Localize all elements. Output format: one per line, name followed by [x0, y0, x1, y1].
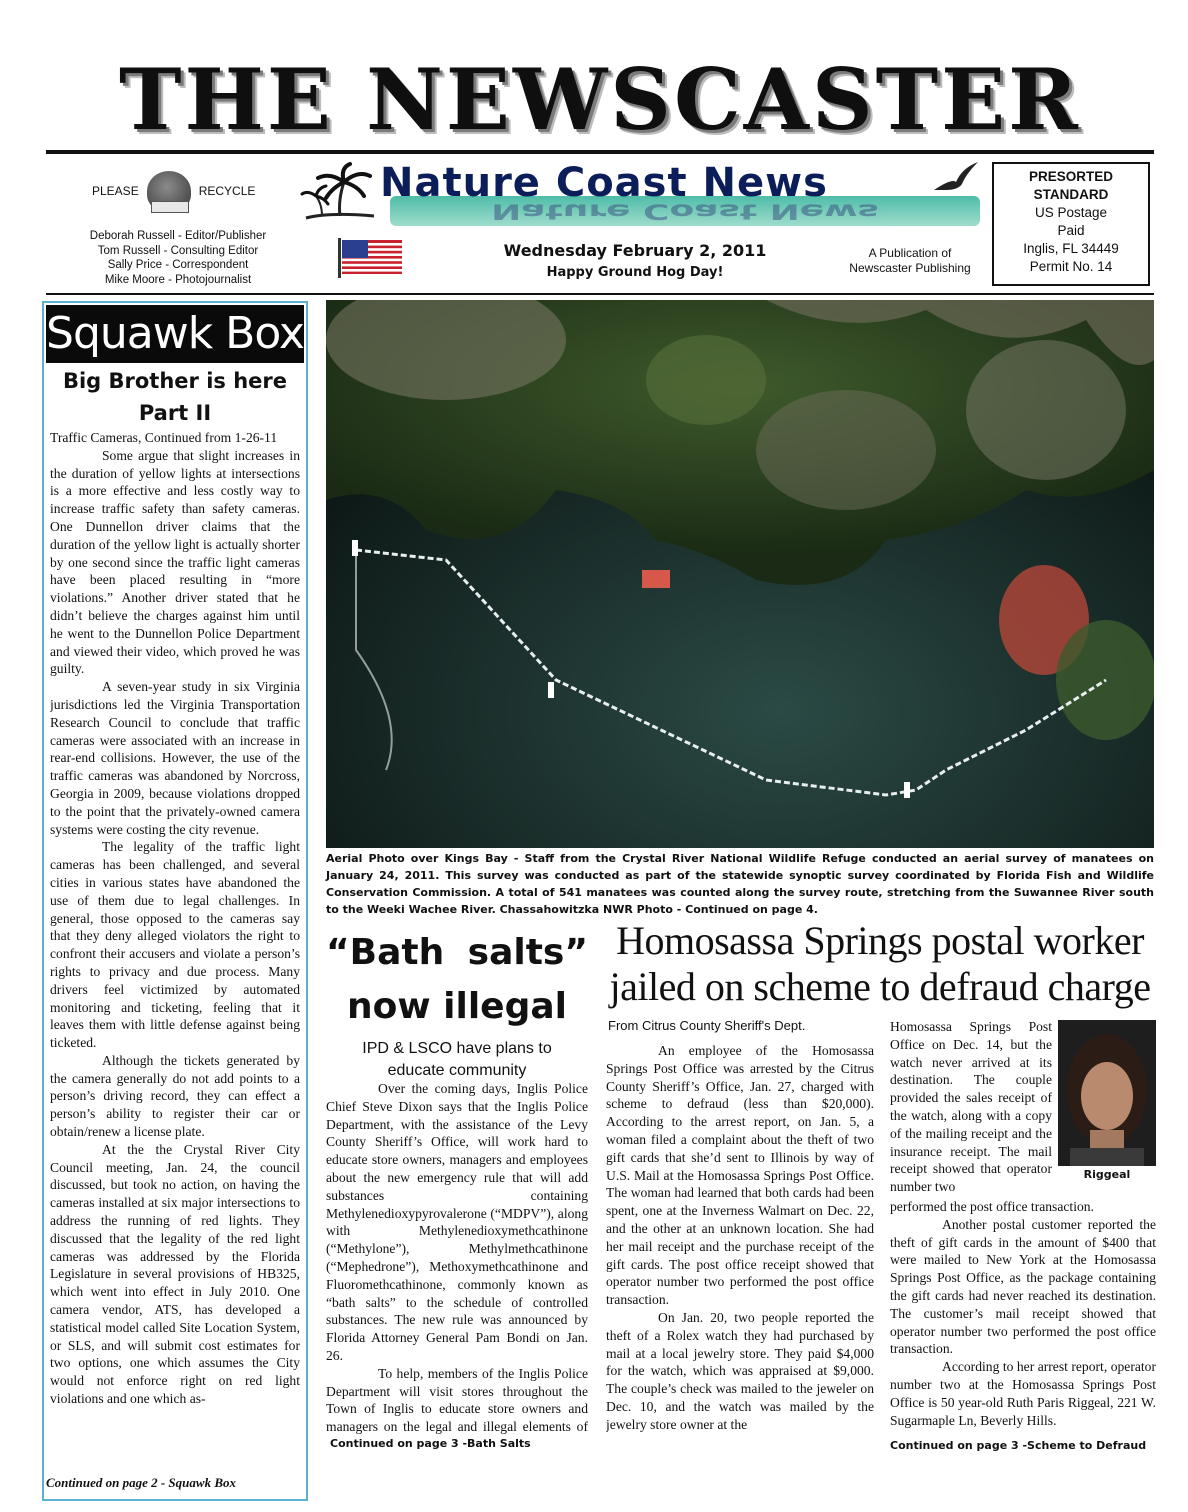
masthead-title: THE NEWSCASTER — [119, 50, 1081, 149]
postal-paragraph: Homosassa Springs Post Office on Dec. 14, but the watch never arrived at its destination. The couple provided the sales receipt of the watch, along with a copy of the mailing receipt and the insurance receipt. The mail receipt showed that operator number two — [890, 1019, 1052, 1195]
recycle-please: PLEASE — [92, 184, 139, 198]
staff-consulting-editor: Tom Russell - Consulting Editor — [97, 244, 259, 257]
publication-line1: A Publication of — [868, 246, 952, 260]
riggeal-mugshot — [1058, 1020, 1156, 1166]
squawk-paragraph: A seven-year study in six Virginia jurisdictions led the Virginia Transportation Research Council to conclude that traffic cameras were associated with an increase in rear-end collisions. However, the use of the traffic cameras was abandoned by Norcross, Georgia in 2009, because violations dropped to the point that the privately-owned camera systems were costing the city revenue. — [50, 679, 300, 837]
squawk-headline-line2: Part II — [138, 401, 212, 425]
bath-headline-line2: now illegal — [347, 986, 567, 1027]
photo-caption: Aerial Photo over Kings Bay - Staff from the Crystal River National Wildlife Refuge conducted an aerial survey of manatees on January 24, 2011. This survey was conducted as part of the statewide synoptic survey coordinated by Florida Fish and Wildlife Conservation Commission. A total of 541 manatees was counted along the survey route, stretching from the Suwannee River south to the Weeki Wachee River. Chassahowitzka NWR Photo - Continued on page 4. — [326, 852, 1154, 916]
staff-correspondent: Sally Price - Correspondent — [107, 259, 249, 271]
recycle-notice — [92, 170, 272, 212]
logo-reflection-text: Nature Coast News — [491, 199, 879, 224]
header-rule — [46, 293, 1154, 295]
masthead-rule — [46, 150, 1154, 154]
bath-salts-body — [326, 1080, 588, 1434]
postal-headline: Homosassa Springs postal worker jailed on scheme to defraud charge — [609, 918, 1151, 1009]
squawk-continued-from: Traffic Cameras, Continued from 1-26-11 — [50, 430, 278, 445]
dog-with-newspaper-icon — [147, 171, 191, 211]
bath-deck-line1: IPD & LSCO have plans to — [362, 1040, 552, 1057]
postage-indicia — [992, 162, 1150, 286]
postal-byline: From Citrus County Sheriff's Dept. — [608, 1018, 806, 1033]
american-flag-icon — [338, 238, 404, 278]
postal-continued-link[interactable]: Continued on page 3 -Scheme to Defraud — [890, 1439, 1147, 1452]
mugshot-portrait-icon — [1058, 1020, 1156, 1166]
postage-paid: Paid — [1057, 223, 1085, 238]
postal-column-1 — [606, 1042, 874, 1456]
bath-salts-deck — [326, 1038, 588, 1082]
recycle-word: RECYCLE — [198, 184, 256, 198]
postal-column-2-top — [890, 1018, 1052, 1198]
bath-paragraph: To help, members of the Inglis Police Department will visit stores throughout the Town of Inglis to educate store owners and managers on the legal and illegal elements of — [326, 1365, 588, 1434]
aerial-photo-kings-bay — [326, 300, 1154, 848]
bath-continued-link[interactable]: Continued on page 3 -Bath Salts — [330, 1437, 531, 1450]
bath-headline-word1: “Bath — [326, 932, 445, 973]
bath-salts-headline — [326, 926, 588, 1034]
logo-text: Nature Coast News — [380, 160, 828, 206]
staff-photojournalist: Mike Moore - Photojournalist — [104, 273, 252, 286]
postal-column-2-bottom — [890, 1198, 1156, 1438]
nature-coast-news-logo — [300, 160, 980, 230]
staff-list — [58, 229, 298, 287]
squawk-paragraph: The legality of the traffic light cameras has been challenged, and several cities in various states have abandoned the use of them due to legal challenges. In general, those opposed to the cameras say that they deny alleged violators the right to confront their accusers and violate a person’s rights to privacy and due process. Many drivers feel victimized by automated monitoring and ticketing, feeling that it leaves them with little defense against being ticketed. — [50, 839, 300, 1051]
squawk-paragraph: Some argue that slight increases in the duration of yellow lights at intersections is a more effective and less costly way to increase traffic safety than safety cameras. One Dunnellon driver claims that the duration of the yellow light is actually shorter by one second since the traffic light cameras have been placed resulting in “more violations.” Another driver stated that he didn’t believe the charges against him until he went to the Dunnellon Police Department and viewed their video, which proved he was guilty. — [50, 447, 300, 677]
postal-paragraph: An employee of the Homosassa Springs Post Office was arrested by the Citrus County Sheriff’s Office, Jan. 27, charged with scheme to defraud (less than $20,000). According to the arrest report, on Jan. 5, a woman filed a complaint about the theft of two gift cards that she’d sent to Illinois by way of U.S. Mail at the Homosassa Springs Post Office. The woman had learned that both cards had been spent, one at the Inverness Walmart on Dec. 22, and the other at an unknown location. She had her mail receipt and the purchase receipt of the gift cards. The post office receipt showed that operator number two performed the post office transaction. — [606, 1043, 874, 1308]
palm-tree-icon — [300, 160, 376, 220]
postage-standard: STANDARD — [1033, 187, 1109, 202]
squawk-box-column — [42, 301, 308, 1501]
postal-paragraph: Another postal customer reported the theft of gift cards in the amount of $400 that were mailed to New York at the Homosassa Springs Post Office, as the package containing the gift cards had never reached its destination. The customer’s mail receipt showed that operator number two performed the post office transaction. — [890, 1216, 1156, 1357]
postal-paragraph: On Jan. 20, two people reported the theft of a Rolex watch they had purchased by mail at a local jewelry store. They paid $4,000 for the watch, which was appraised at $9,000. The couple’s check was mailed to the jeweler on Dec. 10, and the watch was mailed by the jewelry store owner at the — [606, 1309, 874, 1432]
postage-permit: Permit No. 14 — [1029, 259, 1113, 274]
squawk-paragraph: Although the tickets generated by the camera generally do not add points to a person’s driving record, they can effect a person’s ability to register their car or obtain/renew a license plate. — [50, 1052, 300, 1140]
publication-line2: Newscaster Publishing — [849, 261, 971, 275]
squawk-paragraph: At the the Crystal River City Council meeting, Jan. 24, the council discussed, but took no action, on having the cameras installed at six major intersections to address the running of red lights. They discussed that the legality of the red light cameras was addressed by the Florida Legislature in several provisions of HB325, which went into effect in July 2010. One camera vendor, ATS, has developed a statistical model called Site Location System, or SLS, and will submit cost estimates for two options, one which assumes the City would not enforce right on red light violations and one which as- — [50, 1141, 300, 1407]
dateline — [490, 240, 780, 284]
squawk-headline-line1: Big Brother is here — [62, 369, 288, 393]
postal-paragraph: performed the post office transaction. — [890, 1199, 1094, 1214]
publication-note — [840, 246, 980, 276]
squawk-article-body — [50, 429, 300, 1474]
issue-date: Wednesday February 2, 2011 — [503, 241, 767, 260]
mugshot-caption: Riggeal — [1083, 1168, 1131, 1181]
postage-presorted: PRESORTED — [1028, 169, 1113, 184]
issue-greeting: Happy Ground Hog Day! — [546, 265, 724, 280]
postage-us: US Postage — [1034, 205, 1108, 220]
squawk-headline — [44, 365, 306, 429]
bird-icon — [932, 160, 980, 200]
bath-paragraph: Over the coming days, Inglis Police Chief Steve Dixon says that the Inglis Police Department, with the assistance of the Levy County Sheriff’s Office, will work hard to educate store owners, managers and employees about the new emergency rule that will add substances containing Methylenedioxypyrovalerone (“MDPV”), along with Methylenedioxymethcathinone (“Methylone”), Methylmethcathinone (“Mephedrone”), Methoxymethcathinone and Fluoromethcathinone, commonly known as “bath salts” to the schedule of controlled substances. The new rule was announced by Florida Attorney General Pam Bondi on Jan. 26. — [326, 1081, 588, 1363]
squawk-continued-link[interactable]: Continued on page 2 - Squawk Box — [46, 1475, 236, 1490]
bath-deck-line2: educate community — [387, 1062, 527, 1079]
staff-editor: Deborah Russell - Editor/Publisher — [89, 230, 267, 242]
postal-paragraph: According to her arrest report, operator number two at the Homosassa Springs Post Office is 50 year-old Ruth Paris Riggeal, 221 W. Sugarmaple Ln, Beverly Hills. — [890, 1359, 1156, 1428]
bath-headline-word2: salts” — [467, 932, 588, 973]
squawk-box-header: Squawk Box — [46, 305, 304, 363]
postage-location: Inglis, FL 34449 — [1023, 241, 1119, 256]
